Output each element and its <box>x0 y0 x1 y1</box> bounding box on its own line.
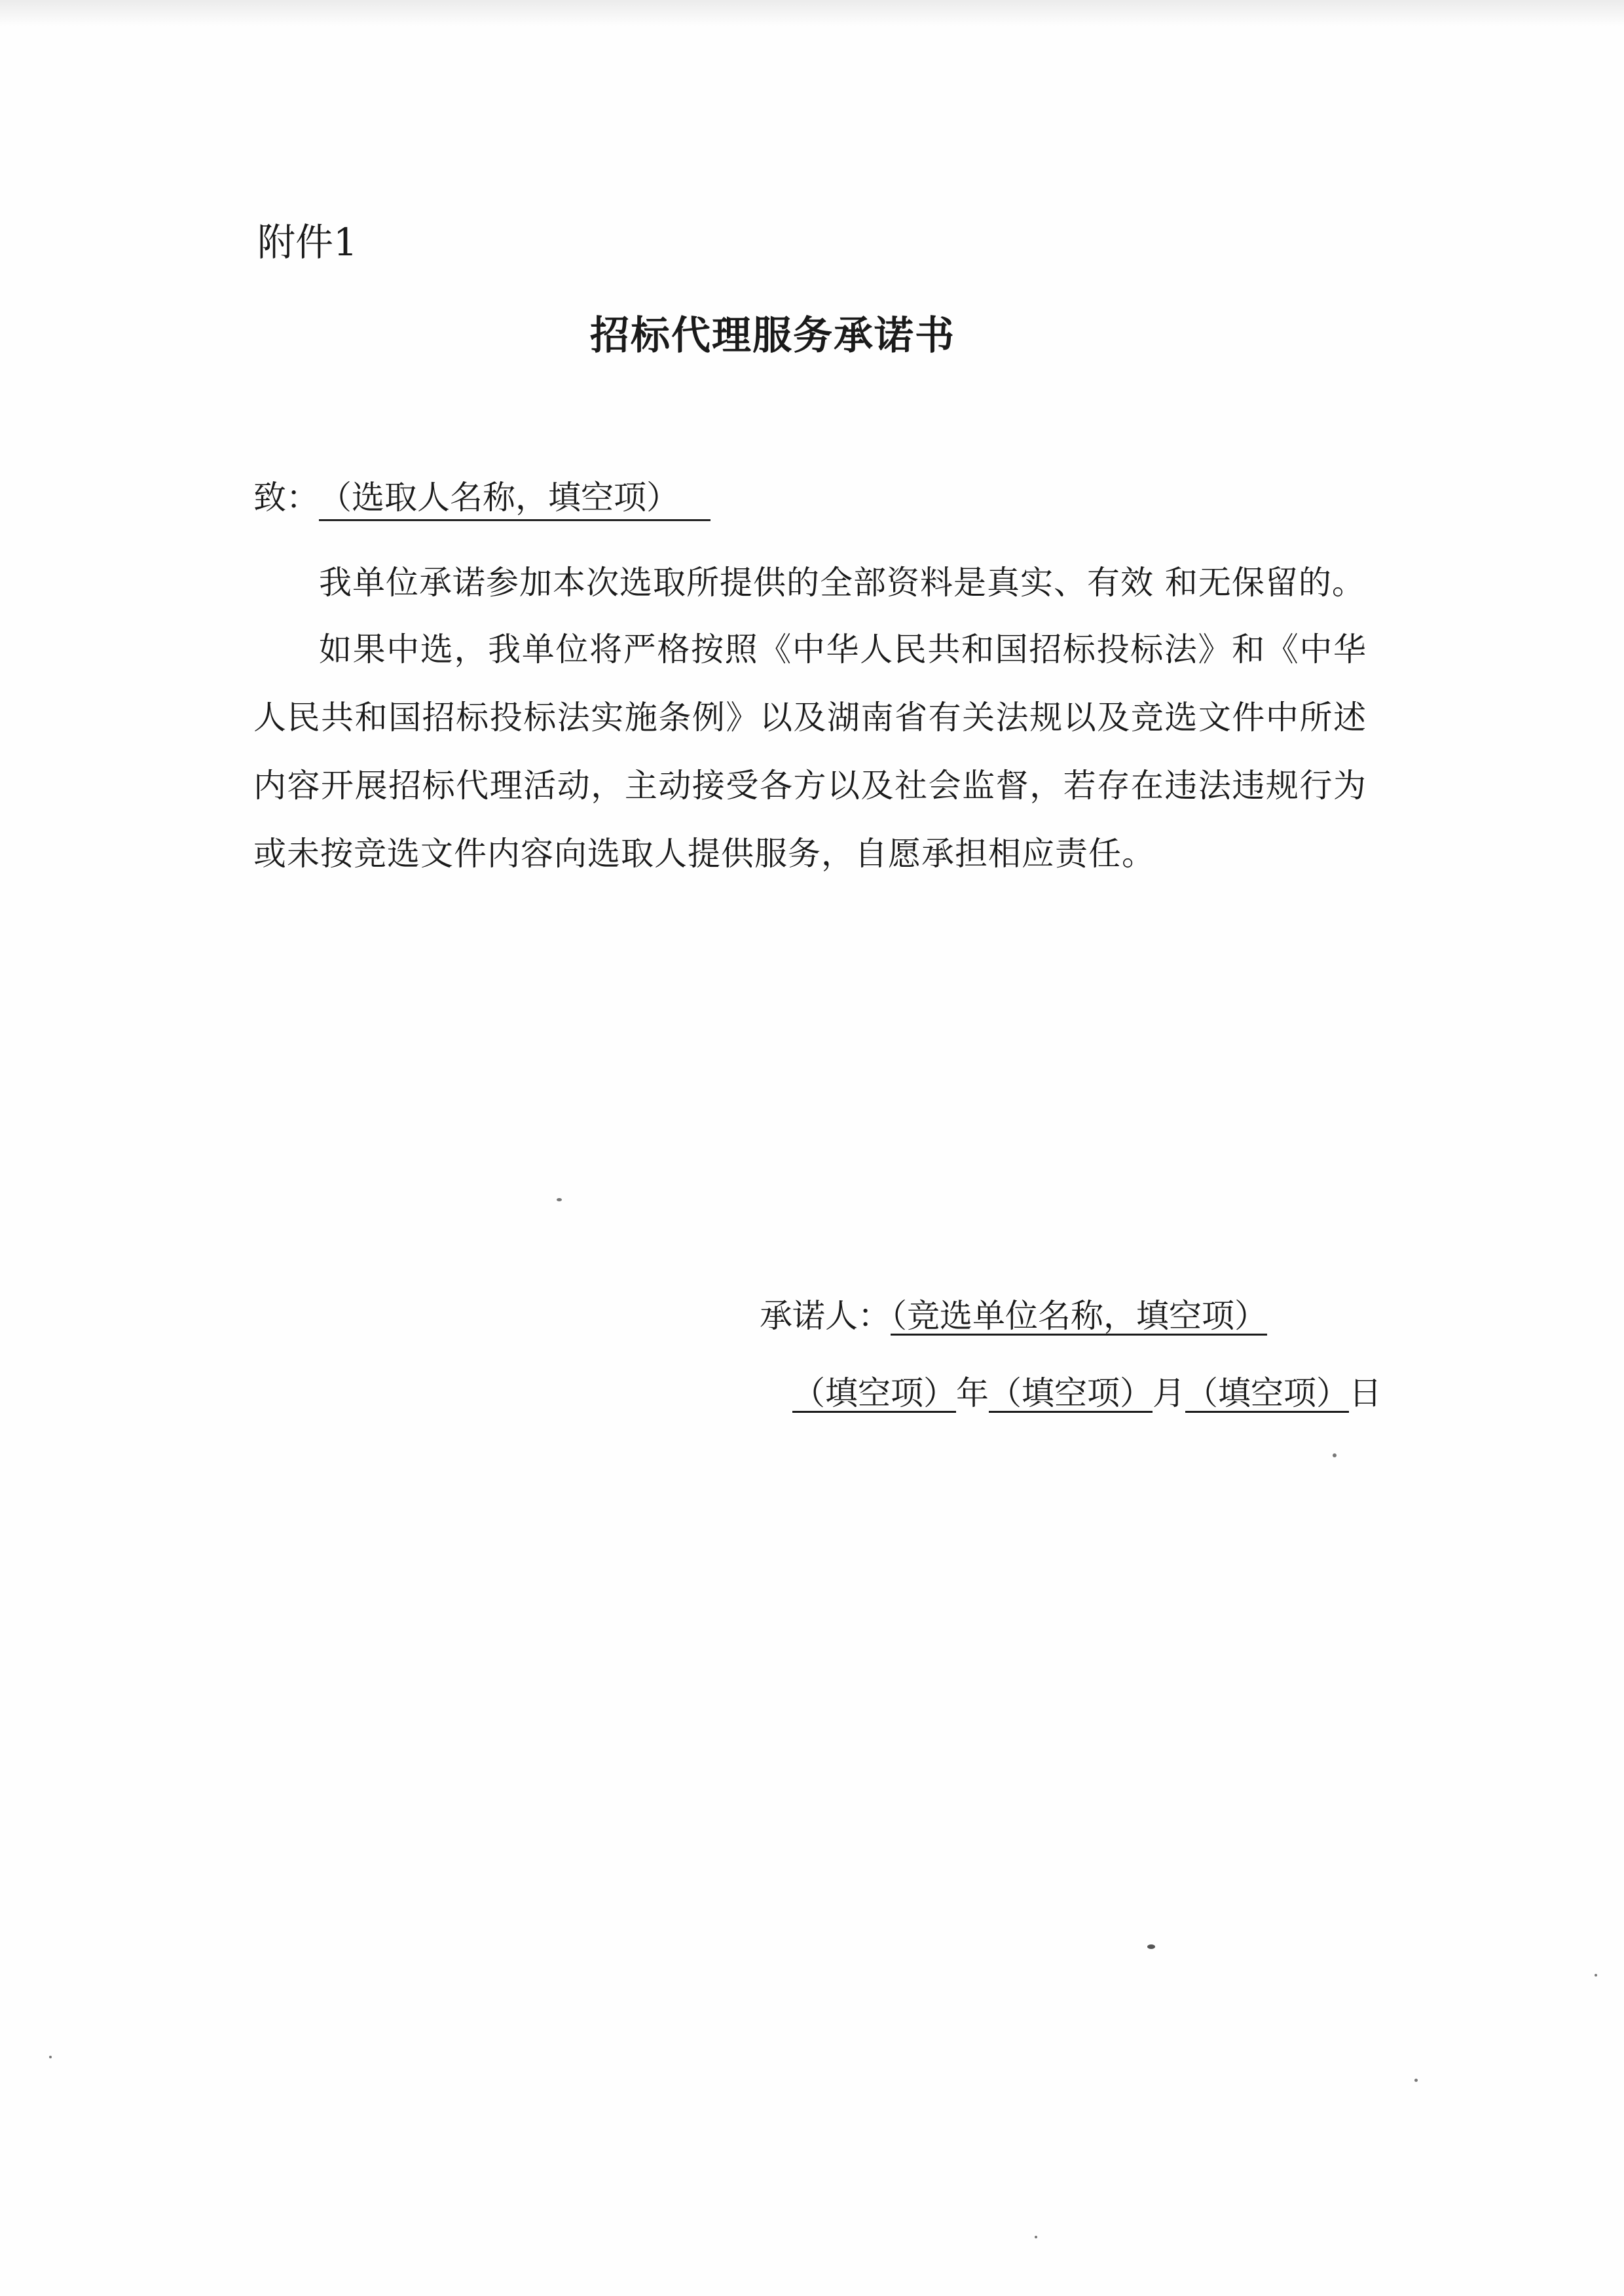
month-blank: （填空项） <box>989 1374 1153 1412</box>
scan-speck <box>1333 1453 1337 1457</box>
day-unit: 日 <box>1349 1374 1382 1412</box>
commitment-paragraph-2: 如果中选，我单位将严格按照《中华人民共和国招标投标法》和《中华人民共和国招标投标法实施条例》以及湖南省有关法规以及竞选文件中所述内容开展招标代理活动，主动接受各方以及社会监督，若存在违法违规行为或未按竞选文件内容向选取人提供服务，自愿承担相应责任。 <box>253 630 1367 873</box>
year-blank: （填空项） <box>792 1374 956 1412</box>
date-line <box>792 1367 1382 1419</box>
document-title: 招标代理服务承诺书 <box>590 313 955 359</box>
recipient-line <box>253 471 710 524</box>
year-unit: 年 <box>956 1374 989 1412</box>
scan-speck <box>1414 2079 1418 2082</box>
scan-speck <box>49 2056 52 2058</box>
signature-label: 承诺人： <box>760 1297 891 1335</box>
recipient-blank: （选取人名称，填空项） <box>319 476 710 521</box>
recipient-prefix: 致： <box>253 479 319 517</box>
signature-line <box>760 1290 1267 1342</box>
scan-speck <box>1035 2236 1037 2238</box>
scan-speck <box>1595 1974 1597 1977</box>
signature-blank: （竞选单位名称，填空项） <box>891 1297 1267 1335</box>
attachment-label: 附件1 <box>257 220 358 264</box>
day-blank: （填空项） <box>1185 1374 1349 1412</box>
scan-shadow <box>0 0 1624 26</box>
scan-speck <box>557 1198 562 1201</box>
commitment-paragraph-1: 我单位承诺参加本次选取所提供的全部资料是真实、有效 和无保留的。 <box>319 564 1365 602</box>
scan-speck <box>1147 1944 1155 1949</box>
month-unit: 月 <box>1153 1374 1185 1412</box>
